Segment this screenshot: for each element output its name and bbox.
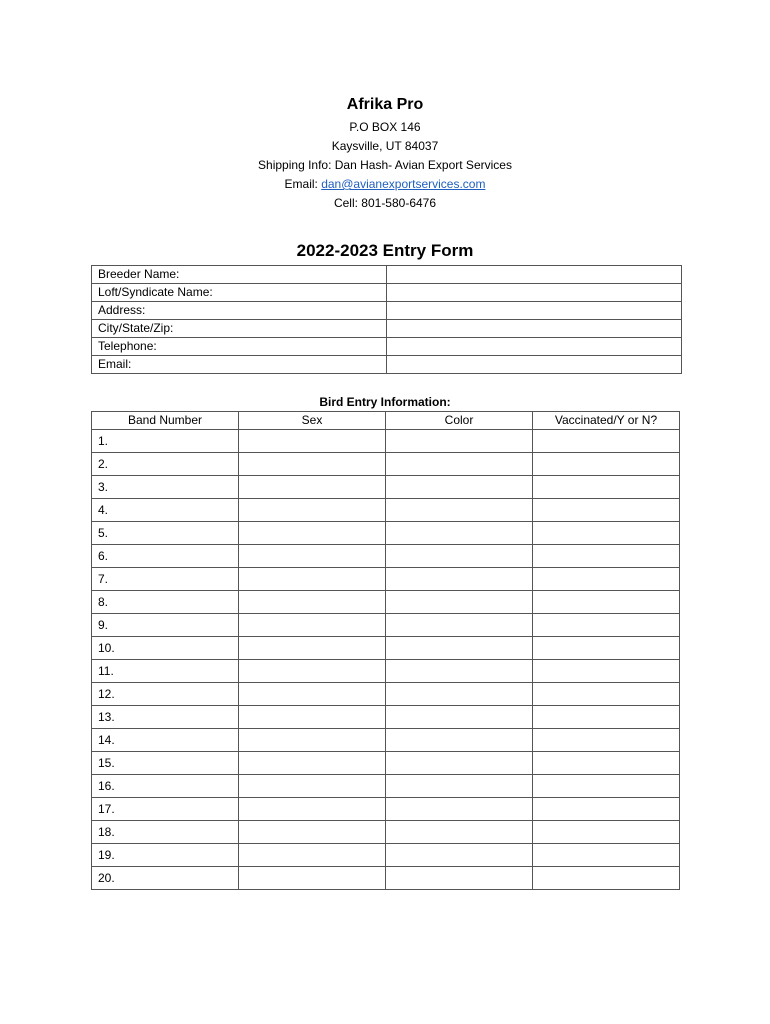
table-row	[92, 683, 680, 706]
sex-cell[interactable]	[239, 752, 386, 775]
table-row	[92, 591, 680, 614]
vaccinated-cell[interactable]	[533, 729, 680, 752]
breeder-name-field[interactable]	[387, 266, 682, 284]
table-row	[92, 453, 680, 476]
loft-name-field[interactable]	[387, 284, 682, 302]
breeder-row	[92, 302, 682, 320]
sex-cell[interactable]	[239, 430, 386, 453]
cell-phone: Cell: 801-580-6476	[333, 196, 437, 210]
band-number-cell[interactable]: 18.	[92, 821, 239, 844]
table-row	[92, 499, 680, 522]
color-cell[interactable]	[386, 660, 533, 683]
color-cell[interactable]	[386, 614, 533, 637]
breeder-info-table	[91, 265, 682, 374]
email-link[interactable]: dan@avianexportservices.com	[321, 177, 486, 191]
vaccinated-cell[interactable]	[533, 637, 680, 660]
sex-cell[interactable]	[239, 545, 386, 568]
sex-cell[interactable]	[239, 706, 386, 729]
vaccinated-cell[interactable]	[533, 476, 680, 499]
sex-cell[interactable]	[239, 499, 386, 522]
color-cell[interactable]	[386, 591, 533, 614]
sex-cell[interactable]	[239, 844, 386, 867]
band-number-cell[interactable]: 6.	[92, 545, 239, 568]
table-row	[92, 568, 680, 591]
color-cell[interactable]	[386, 637, 533, 660]
band-number-cell[interactable]: 13.	[92, 706, 239, 729]
sex-cell[interactable]	[239, 729, 386, 752]
band-number-cell[interactable]: 9.	[92, 614, 239, 637]
shipping-info: Shipping Info: Dan Hash- Avian Export Services	[258, 158, 512, 172]
city-state-zip: Kaysville, UT 84037	[331, 139, 439, 153]
table-row	[92, 729, 680, 752]
band-number-cell[interactable]: 16.	[92, 775, 239, 798]
color-cell[interactable]	[386, 545, 533, 568]
table-row	[92, 545, 680, 568]
breeder-row	[92, 338, 682, 356]
email-line	[0, 175, 770, 194]
color-cell[interactable]	[386, 453, 533, 476]
vaccinated-cell[interactable]	[533, 867, 680, 890]
vaccinated-cell[interactable]	[533, 430, 680, 453]
color-cell[interactable]	[386, 522, 533, 545]
sex-cell[interactable]	[239, 637, 386, 660]
vaccinated-cell[interactable]	[533, 591, 680, 614]
breeder-row	[92, 266, 682, 284]
table-row	[92, 798, 680, 821]
vaccinated-cell[interactable]	[533, 522, 680, 545]
sex-cell[interactable]	[239, 660, 386, 683]
email-label: Email:	[284, 177, 322, 191]
vaccinated-cell[interactable]	[533, 453, 680, 476]
band-number-cell[interactable]: 1.	[92, 430, 239, 453]
address-label: Address:	[92, 302, 387, 320]
table-row	[92, 430, 680, 453]
table-row	[92, 706, 680, 729]
band-number-header: Band Number	[92, 412, 239, 430]
letterhead	[0, 94, 770, 213]
form-title: 2022-2023 Entry Form	[296, 241, 474, 260]
sex-header: Sex	[239, 412, 386, 430]
sex-cell[interactable]	[239, 522, 386, 545]
city-state-zip-field[interactable]	[387, 320, 682, 338]
band-number-cell[interactable]: 5.	[92, 522, 239, 545]
color-cell[interactable]	[386, 798, 533, 821]
breeder-row	[92, 320, 682, 338]
sex-cell[interactable]	[239, 591, 386, 614]
table-row	[92, 867, 680, 890]
band-number-cell[interactable]: 20.	[92, 867, 239, 890]
sex-cell[interactable]	[239, 867, 386, 890]
po-box: P.O BOX 146	[349, 120, 421, 134]
band-number-cell[interactable]: 4.	[92, 499, 239, 522]
vaccinated-cell[interactable]	[533, 545, 680, 568]
table-row	[92, 614, 680, 637]
sex-cell[interactable]	[239, 821, 386, 844]
color-header: Color	[386, 412, 533, 430]
breeder-name-label: Breeder Name:	[92, 266, 387, 284]
color-cell[interactable]	[386, 821, 533, 844]
table-row	[92, 821, 680, 844]
vaccinated-header: Vaccinated/Y or N?	[533, 412, 680, 430]
band-number-cell[interactable]: 12.	[92, 683, 239, 706]
band-number-cell[interactable]: 3.	[92, 476, 239, 499]
vaccinated-cell[interactable]	[533, 568, 680, 591]
vaccinated-cell[interactable]	[533, 844, 680, 867]
vaccinated-cell[interactable]	[533, 683, 680, 706]
color-cell[interactable]	[386, 729, 533, 752]
table-row	[92, 752, 680, 775]
vaccinated-cell[interactable]	[533, 752, 680, 775]
table-row	[92, 775, 680, 798]
bird-entry-table	[91, 411, 680, 890]
color-cell[interactable]	[386, 844, 533, 867]
color-cell[interactable]	[386, 430, 533, 453]
color-cell[interactable]	[386, 752, 533, 775]
sex-cell[interactable]	[239, 614, 386, 637]
band-number-cell[interactable]: 11.	[92, 660, 239, 683]
table-row	[92, 660, 680, 683]
color-cell[interactable]	[386, 683, 533, 706]
color-cell[interactable]	[386, 867, 533, 890]
table-row	[92, 844, 680, 867]
band-number-cell[interactable]: 7.	[92, 568, 239, 591]
band-number-cell[interactable]: 17.	[92, 798, 239, 821]
loft-name-label: Loft/Syndicate Name:	[92, 284, 387, 302]
table-row	[92, 476, 680, 499]
sex-cell[interactable]	[239, 775, 386, 798]
band-number-cell[interactable]: 19.	[92, 844, 239, 867]
sex-cell[interactable]	[239, 453, 386, 476]
band-number-cell[interactable]: 10.	[92, 637, 239, 660]
bird-entry-title: Bird Entry Information:	[319, 395, 451, 409]
color-cell[interactable]	[386, 499, 533, 522]
vaccinated-cell[interactable]	[533, 614, 680, 637]
vaccinated-cell[interactable]	[533, 821, 680, 844]
band-number-cell[interactable]: 14.	[92, 729, 239, 752]
email-field[interactable]	[387, 356, 682, 374]
telephone-field[interactable]	[387, 338, 682, 356]
bird-table-body	[92, 430, 680, 890]
organization-name: Afrika Pro	[346, 96, 424, 113]
telephone-label: Telephone:	[92, 338, 387, 356]
color-cell[interactable]	[386, 775, 533, 798]
band-number-cell[interactable]: 15.	[92, 752, 239, 775]
sex-cell[interactable]	[239, 798, 386, 821]
band-number-cell[interactable]: 8.	[92, 591, 239, 614]
color-cell[interactable]	[386, 568, 533, 591]
band-number-cell[interactable]: 2.	[92, 453, 239, 476]
vaccinated-cell[interactable]	[533, 660, 680, 683]
breeder-row	[92, 356, 682, 374]
vaccinated-cell[interactable]	[533, 775, 680, 798]
vaccinated-cell[interactable]	[533, 499, 680, 522]
table-row	[92, 522, 680, 545]
sex-cell[interactable]	[239, 683, 386, 706]
sex-cell[interactable]	[239, 476, 386, 499]
sex-cell[interactable]	[239, 568, 386, 591]
color-cell[interactable]	[386, 476, 533, 499]
color-cell[interactable]	[386, 706, 533, 729]
email-label-cell: Email:	[92, 356, 387, 374]
vaccinated-cell[interactable]	[533, 798, 680, 821]
address-field[interactable]	[387, 302, 682, 320]
breeder-row	[92, 284, 682, 302]
table-row	[92, 637, 680, 660]
city-state-zip-label: City/State/Zip:	[92, 320, 387, 338]
vaccinated-cell[interactable]	[533, 706, 680, 729]
bird-table-header-row	[92, 412, 680, 430]
